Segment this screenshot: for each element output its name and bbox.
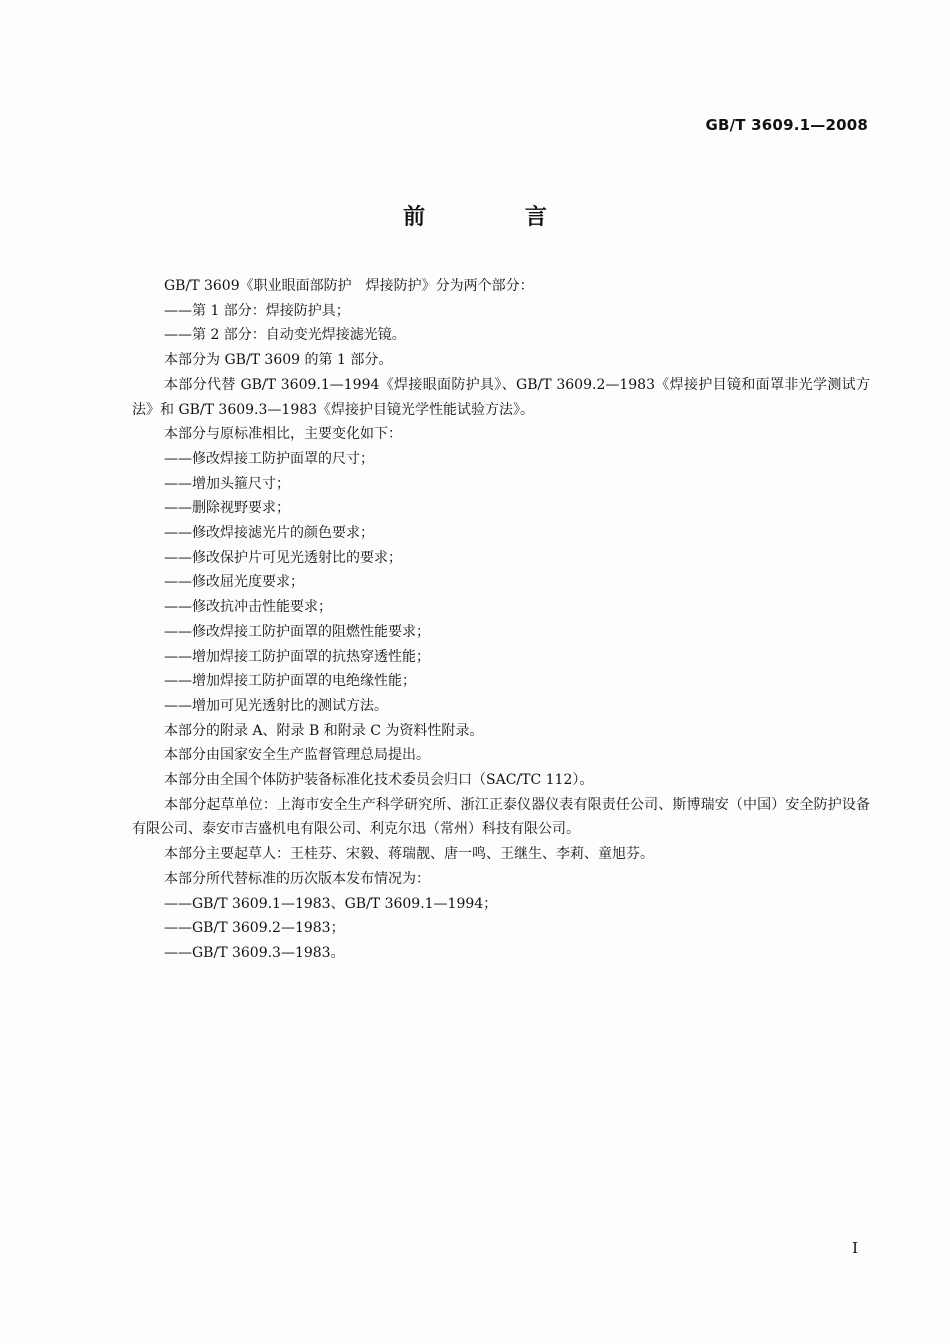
paragraph: GB/T 3609《职业眼面部防护 焊接防护》分为两个部分： — [164, 278, 534, 294]
list-item: ——GB/T 3609.2—1983； — [164, 920, 345, 937]
paragraph: 本部分为 GB/T 3609 的第 1 部分。 — [164, 352, 393, 369]
list-item: ——第 2 部分：自动变光焊接滤光镜。 — [164, 327, 406, 344]
list-item: ——修改抗冲击性能要求； — [164, 599, 332, 616]
list-item: ——删除视野要求； — [164, 500, 290, 517]
paragraph: 本部分由全国个体防护装备标准化技术委员会归口（SAC/TC 112）。 — [164, 772, 594, 789]
list-item: ——增加头箍尺寸； — [164, 475, 290, 492]
page-number: I — [852, 1239, 858, 1257]
list-item: ——GB/T 3609.1—1983、GB/T 3609.1—1994； — [164, 895, 498, 912]
list-item: ——第 1 部分：焊接防护具； — [164, 302, 350, 319]
paragraph: 本部分由国家安全生产监督管理总局提出。 — [164, 747, 430, 764]
list-item: ——增加焊接工防护面罩的电绝缘性能； — [164, 673, 416, 690]
paragraph: 本部分主要起草人：王桂芬、宋毅、蒋瑞靓、唐一鸣、王继生、李莉、童旭芬。 — [164, 846, 654, 863]
list-item: ——修改保护片可见光透射比的要求； — [164, 549, 402, 566]
paragraph: 本部分与原标准相比，主要变化如下： — [164, 426, 402, 443]
paragraph: 本部分起草单位：上海市安全生产科学研究所、浙江正泰仪器仪表有限责任公司、斯博瑞安（中国）安全防护设备有限公司、泰安市吉盛机电有限公司、利克尔迅（常州）科技有限公司。 — [132, 796, 870, 838]
page-title: 前 言 — [403, 205, 593, 230]
paragraph: 本部分所代替标准的历次版本发布情况为： — [164, 870, 430, 887]
paragraph: 本部分代替 GB/T 3609.1—1994《焊接眼面防护具》、GB/T 3609.2—1983《焊接护目镜和面罩非光学测试方法》和 GB/T 3609.3—1983《焊接护目镜光学性能试验方法》。 — [132, 376, 870, 418]
list-item: ——修改焊接工防护面罩的尺寸； — [164, 450, 374, 467]
paragraph: 本部分的附录 A、附录 B 和附录 C 为资料性附录。 — [164, 722, 484, 739]
list-item: ——修改焊接工防护面罩的阻燃性能要求； — [164, 623, 430, 640]
list-item: ——GB/T 3609.3—1983。 — [164, 944, 345, 961]
list-item: ——修改焊接滤光片的颜色要求； — [164, 525, 374, 542]
list-item: ——增加焊接工防护面罩的抗热穿透性能； — [164, 648, 430, 665]
list-item: ——增加可见光透射比的测试方法。 — [164, 697, 388, 714]
standard-code: GB/T 3609.1—2008 — [705, 116, 868, 134]
document-body — [132, 274, 870, 966]
list-item: ——修改屈光度要求； — [164, 574, 304, 591]
